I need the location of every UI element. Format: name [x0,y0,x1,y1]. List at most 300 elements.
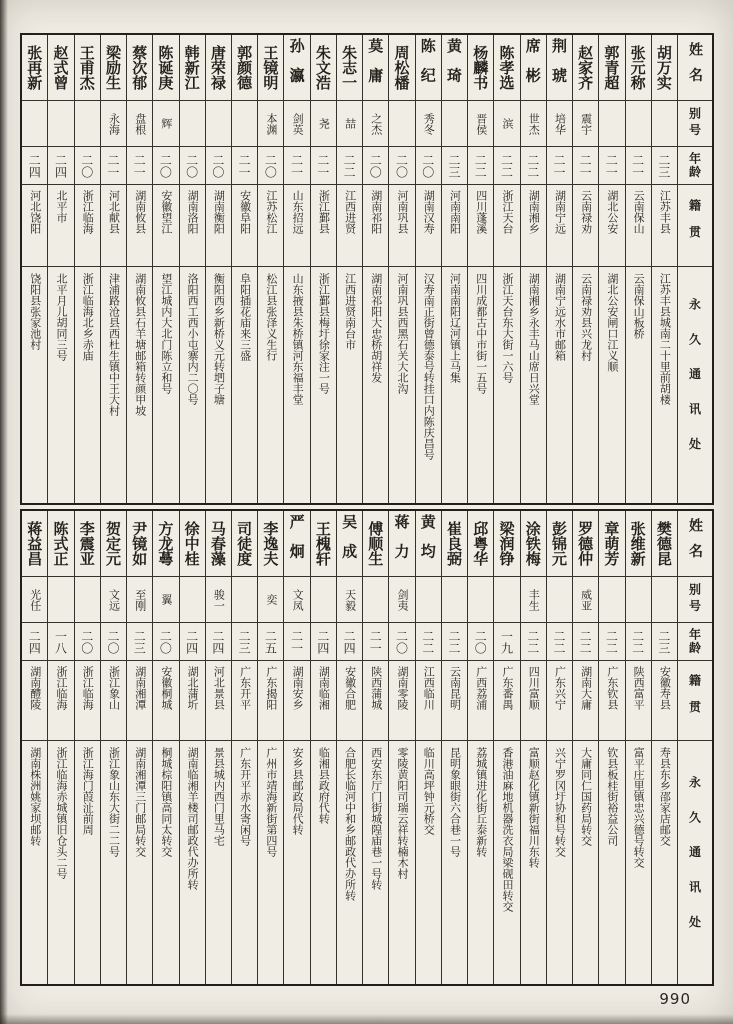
person-column [126,511,152,984]
person-column [546,511,572,984]
person-column [74,511,100,984]
native-place-cell: 广东揭阳 [258,661,283,741]
address-cell: 湖南株洲姚家坝邮转 [28,747,42,846]
address-cell: 荔城镇进化街丘泰新转 [474,747,488,857]
person-column [310,35,336,503]
alias-cell: 晋侯 [468,101,493,147]
address-cell: 云南禄劝县兴龙村 [579,273,593,361]
name-cell: 李逸夫 [258,511,283,577]
header-age-label: 年龄 [678,623,712,661]
native-place-cell: 安徽合肥 [337,661,362,741]
name-cell: 蔡次郁 [127,35,152,101]
address-cell: 桐城棕阳镇高同太转交 [159,747,173,857]
native-place-cell: 广东开平 [232,661,257,741]
age-cell: 二三 [652,147,677,185]
name-cell: 张再新 [22,35,47,101]
alias-cell: 世杰 [521,101,546,147]
age-cell: 二三 [232,623,257,661]
person-column [257,511,283,984]
native-place-cell: 湖南醴陵 [22,661,47,741]
person-column [467,35,493,503]
age-cell: 二〇 [180,147,205,185]
alias-cell [599,577,624,623]
age-cell: 二一 [284,147,309,185]
alias-cell [180,101,205,147]
alias-cell [494,577,519,623]
person-column [179,511,205,984]
name-cell: 罗德仲 [573,511,598,577]
alias-cell [75,101,100,147]
name-cell: 崔良弼 [442,511,467,577]
header-age-label: 年龄 [678,147,712,185]
address-cell: 零陵黄阳司瑞云祥转楠木村 [396,747,410,879]
alias-cell: 剑夷 [389,577,414,623]
alias-cell [626,577,651,623]
native-place-cell: 河北景县 [206,661,231,741]
native-place-cell: 广西荔浦 [468,661,493,741]
native-place-cell: 浙江天台 [494,185,519,267]
native-place-cell: 江西进贤 [337,185,362,267]
name-cell: 胡万实 [652,35,677,101]
person-column [336,511,362,984]
name-cell: 邱粤华 [468,511,493,577]
person-column [572,511,598,984]
person-column [179,35,205,503]
age-cell: 二二 [573,623,598,661]
person-column [205,511,231,984]
age-cell: 二〇 [153,623,178,661]
native-place-cell: 云南保山 [626,185,651,267]
alias-cell [389,101,414,147]
age-cell: 二二 [626,623,651,661]
address-cell: 景县城内西门里马宅 [212,747,226,846]
native-place-cell: 四川富顺 [521,661,546,741]
name-cell: 王镜明 [258,35,283,101]
header-address-label: 永久通讯处 [687,775,702,950]
name-cell: 涂铁梅 [521,511,546,577]
native-place-cell: 湖北公安 [599,185,624,267]
native-place-cell: 江苏丰县 [652,185,677,267]
native-place-cell: 湖南祁阳 [363,185,388,267]
alias-cell [547,577,572,623]
address-cell: 津浦路沧县西杜生镇中王大村 [107,273,121,416]
person-column [231,35,257,503]
alias-cell [363,577,388,623]
alias-cell [652,101,677,147]
person-column [572,35,598,503]
age-cell: 二二 [468,147,493,185]
age-cell: 二〇 [101,623,126,661]
name-cell: 蒋力 [389,511,414,577]
person-column [47,35,73,503]
alias-cell: 天毅 [337,577,362,623]
person-column [493,511,519,984]
age-cell: 二〇 [153,147,178,185]
name-cell: 李震亚 [75,511,100,577]
name-cell: 赵家齐 [573,35,598,101]
age-cell: 二一 [599,147,624,185]
alias-cell: 尧 [311,101,336,147]
person-column [625,511,651,984]
age-cell: 二四 [22,623,47,661]
name-cell: 唐荣禄 [206,35,231,101]
alias-cell [311,577,336,623]
name-cell: 方龙蕚 [153,511,178,577]
alias-cell: 震宇 [573,101,598,147]
name-cell: 杨麟书 [468,35,493,101]
person-column [47,511,73,984]
alias-cell: 之杰 [363,101,388,147]
alias-cell [232,577,257,623]
age-cell: 二二 [547,623,572,661]
alias-cell: 培华 [547,101,572,147]
age-cell: 二〇 [363,147,388,185]
name-cell: 陈孝选 [494,35,519,101]
native-place-cell: 湖南洛阳 [180,185,205,267]
header-native-place-label: 籍贯 [678,185,712,267]
address-cell: 湖南湘潭三门邮局转交 [133,747,147,857]
person-column [336,35,362,503]
address-cell: 西安东厅门街城隍庙巷一号转 [369,747,383,890]
native-place-cell: 湖南宁远 [547,185,572,267]
alias-cell: 辉 [153,101,178,147]
age-cell: 二四 [22,147,47,185]
name-cell: 王槐轩 [311,511,336,577]
name-cell: 傅顺生 [363,511,388,577]
name-cell: 陈诞庚 [153,35,178,101]
address-cell: 湖北公安闸口江义顺 [605,273,619,372]
age-cell: 二二 [521,147,546,185]
age-cell: 二二 [521,623,546,661]
age-cell: 二四 [311,623,336,661]
address-cell: 湖南攸县石羊塘邮箱转颜甲坡 [133,273,147,416]
name-cell: 荆琥 [547,35,572,101]
name-cell: 张元称 [626,35,651,101]
person-column [22,35,47,503]
alias-cell: 剑英 [284,101,309,147]
age-cell: 二一 [284,623,309,661]
native-place-cell: 广东番禺 [494,661,519,741]
age-cell: 二四 [206,623,231,661]
person-column [388,35,414,503]
person-column [467,511,493,984]
person-column [441,35,467,503]
person-column [283,511,309,984]
alias-cell [468,577,493,623]
native-place-cell: 山东招远 [284,185,309,267]
age-cell: 二〇 [389,147,414,185]
person-column [100,511,126,984]
person-column [362,511,388,984]
native-place-cell: 湖南零陵 [389,661,414,741]
age-cell: 二〇 [258,147,283,185]
address-cell: 广东开平赤水寄闲号 [238,747,252,846]
age-cell: 二二 [337,147,362,185]
native-place-cell: 云南昆明 [442,661,467,741]
name-cell: 尹镜如 [127,511,152,577]
alias-cell: 奕 [258,577,283,623]
address-cell: 浙江临海赤城镇旧仓头二号 [54,747,68,879]
age-cell: 二一 [573,147,598,185]
address-cell: 广州市靖海新街第四号 [264,747,278,857]
person-column [493,35,519,503]
page-number: 990 [659,990,691,1008]
person-column [415,511,441,984]
person-column [100,35,126,503]
native-place-cell: 河北饶阳 [22,185,47,267]
name-cell: 陈式正 [48,511,73,577]
address-cell: 昆明象眼街六合巷一号 [448,747,462,857]
name-cell: 韩新江 [180,35,205,101]
person-column [625,35,651,503]
name-cell: 赵式曾 [48,35,73,101]
native-place-cell: 江西临川 [416,661,441,741]
header-column [677,35,712,503]
person-column [257,35,283,503]
alias-cell [22,101,47,147]
address-cell: 衡阳西乡新桥义元转垇子塘 [212,273,226,405]
age-cell: 二〇 [206,147,231,185]
native-place-cell: 湖北蒲圻 [180,661,205,741]
directory-table-top [20,33,714,505]
alias-cell: 威亚 [573,577,598,623]
address-cell: 大庸同仁国药局转交 [579,747,593,846]
header-name-label: 姓名 [678,511,712,577]
address-cell: 湖南宁远水市邮箱 [553,273,567,361]
native-place-cell: 安徽阜阳 [232,185,257,267]
address-cell: 安乡县邮政局代转 [291,747,305,835]
name-cell: 王甫杰 [75,35,100,101]
person-column [205,35,231,503]
native-place-cell: 陕西蒲城 [363,661,388,741]
alias-cell: 骏一 [206,577,231,623]
name-cell: 严炯 [284,511,309,577]
alias-cell [599,101,624,147]
address-cell: 汉寿南正街曾德泰号转挂口内陈庆昌号 [422,273,436,460]
person-column [441,511,467,984]
address-cell: 江苏丰县城南二十里前胡楼 [658,273,672,405]
native-place-cell: 广东钦县 [599,661,624,741]
address-cell: 望江城内大北门陈立和号 [159,273,173,394]
address-cell: 北平月儿胡同三号 [54,273,68,361]
alias-cell [206,101,231,147]
native-place-cell: 浙江象山 [101,661,126,741]
name-cell: 郭颜德 [232,35,257,101]
address-cell: 湖南湘乡永丰马山席日兴堂 [527,273,541,405]
alias-cell: 本渊 [258,101,283,147]
directory-table-bottom [20,509,714,986]
age-cell: 二四 [180,623,205,661]
native-place-cell: 湖南临湘 [311,661,336,741]
name-cell: 彭锦元 [547,511,572,577]
native-place-cell: 北平市 [48,185,73,267]
age-cell: 二二 [599,623,624,661]
age-cell: 二一 [547,147,572,185]
age-cell: 二三 [127,623,152,661]
name-cell: 莫庸 [363,35,388,101]
native-place-cell: 浙江临海 [48,661,73,741]
alias-cell: 翼 [153,577,178,623]
header-alias-label: 别号 [678,101,712,147]
age-cell: 二三 [652,623,677,661]
header-alias-label: 别号 [678,577,712,623]
native-place-cell: 安徽望江 [153,185,178,267]
age-cell: 二一 [101,147,126,185]
native-place-cell: 湖南湘乡 [521,185,546,267]
person-column [152,35,178,503]
age-cell: 二二 [442,623,467,661]
alias-cell: 文凤 [284,577,309,623]
native-place-cell: 广东兴宁 [547,661,572,741]
address-cell: 浙江临海北乡赤庙 [81,273,95,361]
name-cell: 梁润铮 [494,511,519,577]
age-cell: 二〇 [389,623,414,661]
address-cell: 浙江鄞县梅圩徐家注一号 [317,273,331,394]
person-column [651,35,677,503]
address-cell: 四川成都古中市街一五号 [474,273,488,394]
alias-cell [442,101,467,147]
name-cell: 司徒度 [232,511,257,577]
native-place-cell: 河北献县 [101,185,126,267]
age-cell: 二四 [48,147,73,185]
address-cell: 钦县板桂街裕益公司 [605,747,619,846]
alias-cell: 至刚 [127,577,152,623]
person-column [520,35,546,503]
age-cell: 二二 [416,623,441,661]
native-place-cell: 浙江临海 [75,661,100,741]
alias-cell [652,577,677,623]
name-cell: 徐中桂 [180,511,205,577]
name-cell: 黄琦 [442,35,467,101]
native-place-cell: 浙江临海 [75,185,100,267]
name-cell: 孙瀛 [284,35,309,101]
native-place-cell: 四川蓬溪 [468,185,493,267]
age-cell: 二一 [232,147,257,185]
age-cell: 二〇 [75,623,100,661]
native-place-cell: 安徽寿县 [652,661,677,741]
age-cell: 二五 [258,623,283,661]
alias-cell [626,101,651,147]
address-cell: 湖南祁阳大忠桥胡祥发 [369,273,383,383]
address-cell: 兴宁罗冈圩协和号转交 [553,747,567,857]
person-column [310,511,336,984]
alias-cell: 光任 [22,577,47,623]
age-cell: 二一 [626,147,651,185]
alias-cell [180,577,205,623]
header-column [677,511,712,984]
person-column [415,35,441,503]
name-cell: 朱文浩 [311,35,336,101]
name-cell: 张维新 [626,511,651,577]
alias-cell: 盘根 [127,101,152,147]
address-cell: 洛阳西工西小屯寨内二〇号 [186,273,200,405]
age-cell: 二〇 [468,623,493,661]
address-cell: 浙江天台东大街一六号 [500,273,514,383]
native-place-cell: 湖南攸县 [127,185,152,267]
header-address-label: 永久通讯处 [687,298,702,472]
native-place-cell: 湖南汉寿 [416,185,441,267]
name-cell: 朱志一 [337,35,362,101]
person-column [152,511,178,984]
person-column [231,511,257,984]
address-cell: 富平庄里镇忠兴德号转交 [632,747,646,868]
person-column [598,511,624,984]
address-cell: 富顺赵化镇新街福川东转 [527,747,541,868]
age-cell: 二一 [311,147,336,185]
age-cell: 二一 [363,623,388,661]
person-column [546,35,572,503]
alias-cell: 永海 [101,101,126,147]
name-cell: 黄均 [416,511,441,577]
address-cell: 饶阳县张家池村 [28,273,42,350]
address-cell: 山东掖县朱桥镇河东福丰堂 [291,273,305,405]
alias-cell [232,101,257,147]
address-cell: 浙江海门葭沚前周 [81,747,95,835]
header-native-place-label: 籍贯 [678,661,712,741]
native-place-cell: 湖南大庸 [573,661,598,741]
person-column [283,35,309,503]
name-cell: 樊德昆 [652,511,677,577]
name-cell: 马春藻 [206,511,231,577]
name-cell: 周松橎 [389,35,414,101]
alias-cell: 秀冬 [416,101,441,147]
native-place-cell: 河南南阳 [442,185,467,267]
person-column [651,511,677,984]
alias-cell: 文远 [101,577,126,623]
person-column [22,511,47,984]
address-cell: 临川高坪钟元桥交 [422,747,436,835]
alias-cell: 滨 [494,101,519,147]
name-cell: 蒋益昌 [22,511,47,577]
native-place-cell: 湖南安乡 [284,661,309,741]
alias-cell [48,577,73,623]
person-column [74,35,100,503]
native-place-cell: 陕西富平 [626,661,651,741]
age-cell: 二四 [337,623,362,661]
address-cell: 湖南临湘羊楼司邮政代办所转 [186,747,200,890]
age-cell: 二一 [127,147,152,185]
address-cell: 寿县东乡邵家店邮交 [658,747,672,846]
alias-cell: 丰生 [521,577,546,623]
address-cell: 河南南阳辽河镇上马集 [448,273,462,383]
address-cell: 河南巩县西黑石关大北沟 [396,273,410,394]
address-cell: 临湘县政府代转 [317,747,331,824]
name-cell: 梁励生 [101,35,126,101]
alias-cell [75,577,100,623]
native-place-cell: 湖南衡阳 [206,185,231,267]
name-cell: 席彬 [521,35,546,101]
address-cell: 阜阳插花庙来三盛 [238,273,252,361]
native-place-cell: 湖南湘潭 [127,661,152,741]
person-column [126,35,152,503]
address-cell: 香港油麻地机器洗衣局梁砚田转交 [500,747,514,912]
address-cell: 合肥长临河中和乡邮政代办所转 [343,747,357,901]
name-cell: 贺定元 [101,511,126,577]
alias-cell [416,577,441,623]
alias-cell [442,577,467,623]
name-cell: 吴成 [337,511,362,577]
person-column [598,35,624,503]
age-cell: 一九 [494,623,519,661]
age-cell: 二〇 [416,147,441,185]
age-cell: 二二 [494,147,519,185]
name-cell: 章萌芳 [599,511,624,577]
native-place-cell: 江苏松江 [258,185,283,267]
native-place-cell: 云南禄劝 [573,185,598,267]
native-place-cell: 浙江鄞县 [311,185,336,267]
native-place-cell: 河南巩县 [389,185,414,267]
address-cell: 江西进贤南台市 [343,273,357,350]
